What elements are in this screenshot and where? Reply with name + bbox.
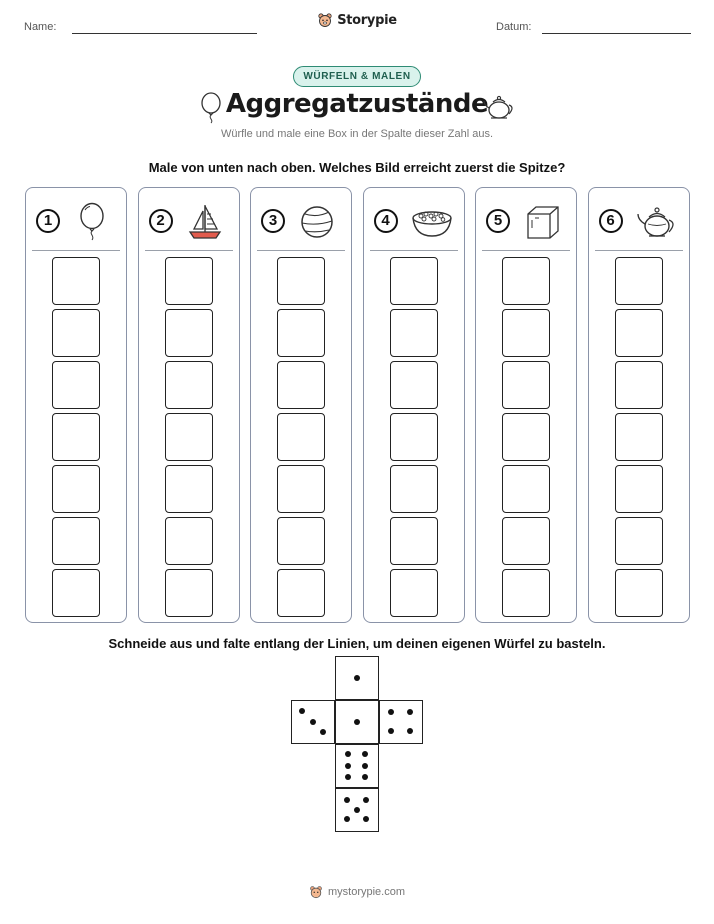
column-divider	[595, 250, 683, 251]
dice-face-6	[335, 744, 379, 788]
column-divider	[482, 250, 570, 251]
color-box[interactable]	[390, 569, 438, 617]
color-box[interactable]	[502, 517, 550, 565]
cut-instruction: Schneide aus und falte entlang der Linien, um deinen eigenen Würfel zu basteln.	[108, 636, 606, 651]
color-box[interactable]	[277, 257, 325, 305]
dice-pip	[344, 797, 350, 803]
column-3	[250, 187, 352, 623]
column-header	[259, 202, 343, 240]
column-divider	[145, 250, 233, 251]
dice-pip	[345, 751, 351, 757]
color-box[interactable]	[502, 465, 550, 513]
footer-url: mystorypie.com	[327, 886, 406, 898]
balloon-icon	[198, 92, 224, 124]
ice-cube-icon	[522, 202, 562, 247]
color-box[interactable]	[277, 569, 325, 617]
color-box[interactable]	[52, 517, 100, 565]
color-box[interactable]	[502, 413, 550, 461]
page-title: Aggregatzustände	[225, 89, 489, 119]
dice-pip	[354, 807, 360, 813]
dice-pip	[388, 709, 394, 715]
column-divider	[32, 250, 120, 251]
color-box[interactable]	[390, 517, 438, 565]
color-box[interactable]	[502, 257, 550, 305]
date-write-line[interactable]	[542, 33, 691, 34]
color-box[interactable]	[390, 361, 438, 409]
dice-pip	[354, 675, 360, 681]
column-number: 6	[599, 209, 623, 233]
color-box[interactable]	[615, 257, 663, 305]
color-box[interactable]	[390, 413, 438, 461]
footer	[0, 885, 714, 899]
column-6	[588, 187, 690, 623]
dice-face-3	[291, 700, 335, 744]
color-box[interactable]	[52, 361, 100, 409]
color-box[interactable]	[52, 569, 100, 617]
color-box[interactable]	[615, 309, 663, 357]
dice-pip	[362, 774, 368, 780]
dice-pip	[363, 797, 369, 803]
dice-pip	[310, 719, 316, 725]
date-label: Datum:	[496, 21, 532, 33]
color-box[interactable]	[390, 465, 438, 513]
color-box[interactable]	[165, 309, 213, 357]
bear-mascot-icon	[309, 885, 323, 899]
color-box[interactable]	[52, 309, 100, 357]
dice-pip	[345, 763, 351, 769]
column-2	[138, 187, 240, 623]
color-box[interactable]	[615, 517, 663, 565]
color-box[interactable]	[502, 361, 550, 409]
column-header	[34, 202, 118, 240]
column-header	[484, 202, 568, 240]
column-number: 3	[261, 209, 285, 233]
color-box[interactable]	[277, 413, 325, 461]
color-box[interactable]	[165, 361, 213, 409]
color-box[interactable]	[165, 465, 213, 513]
color-box[interactable]	[165, 517, 213, 565]
column-divider	[370, 250, 458, 251]
dice-pip	[362, 763, 368, 769]
color-box[interactable]	[615, 465, 663, 513]
color-box[interactable]	[165, 257, 213, 305]
ball-icon	[297, 202, 337, 247]
dice-face-1	[335, 656, 379, 700]
dice-pip	[407, 709, 413, 715]
dice-pip	[362, 751, 368, 757]
column-header	[147, 202, 231, 240]
color-box[interactable]	[390, 309, 438, 357]
category-badge: WÜRFELN & MALEN	[293, 66, 420, 87]
dice-pip	[320, 729, 326, 735]
teapot-icon	[482, 92, 516, 122]
color-box[interactable]	[390, 257, 438, 305]
color-box[interactable]	[502, 309, 550, 357]
dice-face-1	[335, 700, 379, 744]
name-write-line[interactable]	[72, 33, 257, 34]
column-number: 4	[374, 209, 398, 233]
column-divider	[257, 250, 345, 251]
dice-pip	[354, 719, 360, 725]
column-header	[597, 202, 681, 240]
column-1	[25, 187, 127, 623]
color-box[interactable]	[615, 413, 663, 461]
column-number: 1	[36, 209, 60, 233]
instruction-question: Male von unten nach oben. Welches Bild erreicht zuerst die Spitze?	[148, 160, 566, 175]
subtitle: Würfle und male eine Box in der Spalte dieser Zahl aus.	[220, 128, 494, 140]
bear-mascot-icon	[317, 12, 333, 28]
name-label: Name:	[24, 21, 57, 33]
column-number: 2	[149, 209, 173, 233]
dice-face-4	[379, 700, 423, 744]
color-box[interactable]	[52, 257, 100, 305]
color-box[interactable]	[277, 517, 325, 565]
color-box[interactable]	[277, 361, 325, 409]
column-header	[372, 202, 456, 240]
sailboat-icon	[185, 202, 225, 247]
dice-pip	[363, 816, 369, 822]
dice-pip	[388, 728, 394, 734]
color-box[interactable]	[52, 465, 100, 513]
dice-face-5	[335, 788, 379, 832]
color-box[interactable]	[52, 413, 100, 461]
cereal-bowl-icon	[410, 202, 454, 247]
color-box[interactable]	[277, 465, 325, 513]
color-box[interactable]	[277, 309, 325, 357]
title-row	[0, 89, 714, 119]
color-box[interactable]	[615, 569, 663, 617]
dice-pip	[344, 816, 350, 822]
balloon-icon	[72, 202, 112, 247]
teapot-icon	[635, 202, 679, 247]
brand-name: Storypie	[337, 12, 397, 28]
dice-pip	[345, 774, 351, 780]
color-box[interactable]	[502, 569, 550, 617]
column-4	[363, 187, 465, 623]
column-5	[475, 187, 577, 623]
color-box[interactable]	[165, 569, 213, 617]
dice-pip	[407, 728, 413, 734]
brand-logo	[0, 12, 714, 28]
dice-pip	[299, 708, 305, 714]
column-number: 5	[486, 209, 510, 233]
color-box[interactable]	[615, 361, 663, 409]
color-box[interactable]	[165, 413, 213, 461]
